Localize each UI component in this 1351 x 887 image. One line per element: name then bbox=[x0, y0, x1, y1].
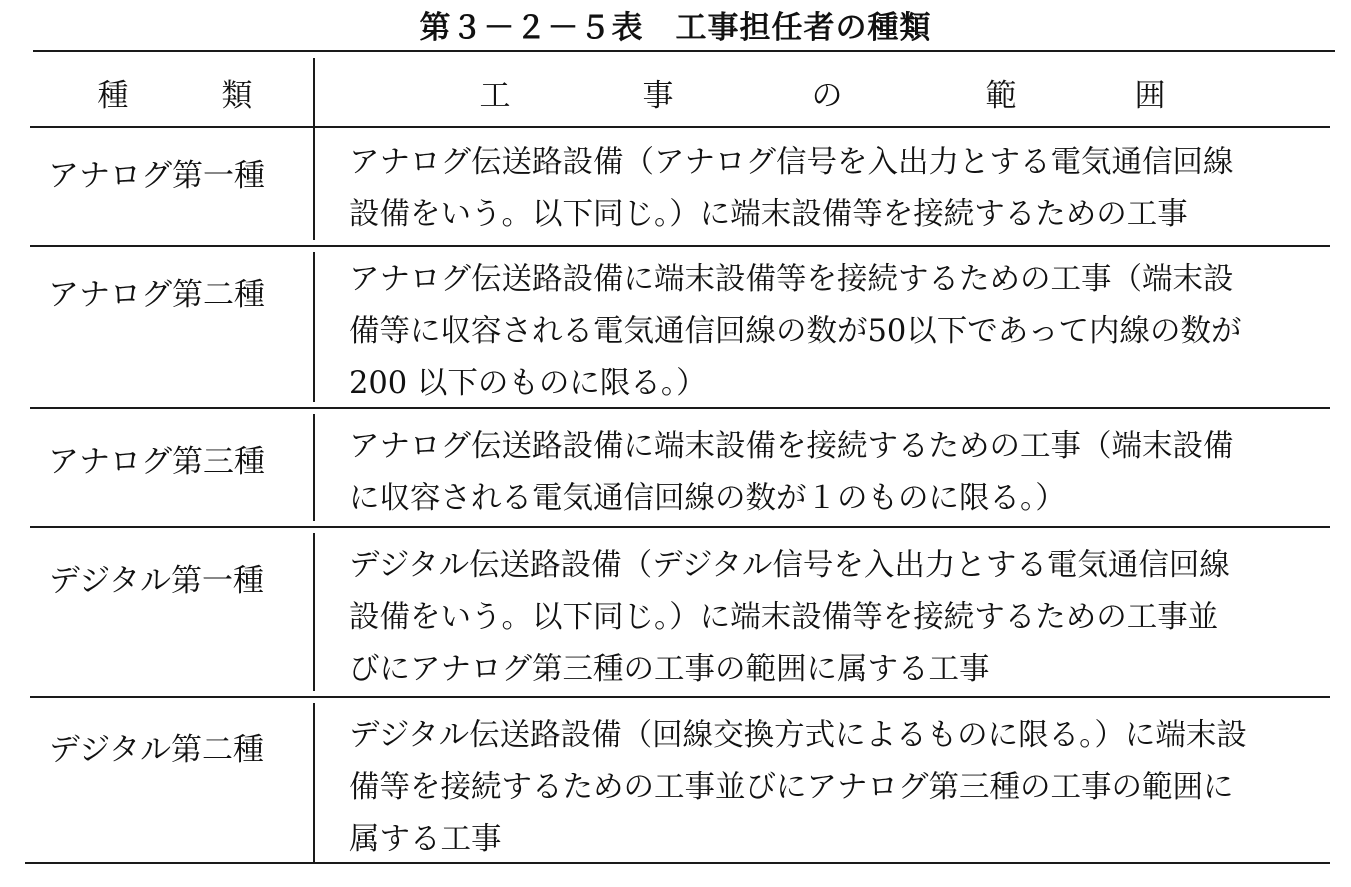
header-scope-char: 事 bbox=[642, 78, 674, 114]
scope-line: アナログ伝送路設備（アナログ信号を入出力とする電気通信回線 bbox=[349, 145, 1234, 180]
column-separator bbox=[313, 58, 315, 240]
row-type-digital-1: デジタル第一種 bbox=[48, 563, 265, 599]
header-scope-char: 囲 bbox=[1134, 78, 1166, 114]
row-scope-analog-1 bbox=[349, 137, 1309, 241]
row-scope-analog-2 bbox=[349, 254, 1309, 410]
table-title: 第３－２－５表 工事担任者の種類 bbox=[419, 10, 932, 46]
header-scope-char: 工 bbox=[479, 78, 511, 114]
scope-line: 備等を接続するための工事並びにアナログ第三種の工事の範囲に bbox=[349, 770, 1234, 805]
header-bottom-rule bbox=[30, 126, 1330, 128]
scope-line: 200 以下のものに限る。） bbox=[349, 366, 707, 401]
column-separator bbox=[313, 533, 315, 691]
row-type-analog-1: アナログ第一種 bbox=[48, 158, 265, 194]
row-divider bbox=[30, 526, 1330, 528]
scope-line: 備等に収容される電気通信回線の数が50以下であって内線の数が bbox=[349, 314, 1242, 349]
table-top-rule bbox=[33, 50, 1335, 52]
row-type-digital-2: デジタル第二種 bbox=[48, 732, 265, 768]
scope-line: 属する工事 bbox=[349, 822, 502, 857]
row-scope-digital-1 bbox=[349, 540, 1309, 696]
scope-line: デジタル伝送路設備（デジタル信号を入出力とする電気通信回線 bbox=[349, 548, 1230, 583]
scope-line: アナログ伝送路設備に端末設備等を接続するための工事（端末設 bbox=[349, 262, 1234, 297]
row-type-analog-2: アナログ第二種 bbox=[48, 277, 265, 313]
scope-line: アナログ伝送路設備に端末設備を接続するための工事（端末設備 bbox=[349, 429, 1234, 464]
scope-line: に収容される電気通信回線の数が１のものに限る。） bbox=[349, 481, 1066, 516]
row-scope-digital-2 bbox=[349, 710, 1309, 866]
scope-line: びにアナログ第三種の工事の範囲に属する工事 bbox=[349, 652, 990, 687]
row-type-analog-3: アナログ第三種 bbox=[48, 444, 265, 480]
column-separator bbox=[313, 703, 315, 863]
header-type: 種 類 bbox=[97, 78, 253, 114]
row-divider bbox=[30, 696, 1330, 698]
row-divider bbox=[30, 245, 1330, 247]
scope-line: デジタル伝送路設備（回線交換方式によるものに限る。）に端末設 bbox=[349, 718, 1247, 753]
header-scope-char: の bbox=[811, 78, 843, 114]
header-scope-char: 範 bbox=[985, 78, 1017, 114]
row-scope-analog-3 bbox=[349, 421, 1309, 525]
column-separator bbox=[313, 252, 315, 402]
scope-line: 設備をいう。以下同じ。）に端末設備等を接続するための工事 bbox=[349, 197, 1188, 232]
scope-line: 設備をいう。以下同じ。）に端末設備等を接続するための工事並 bbox=[349, 600, 1219, 635]
column-separator bbox=[313, 414, 315, 521]
